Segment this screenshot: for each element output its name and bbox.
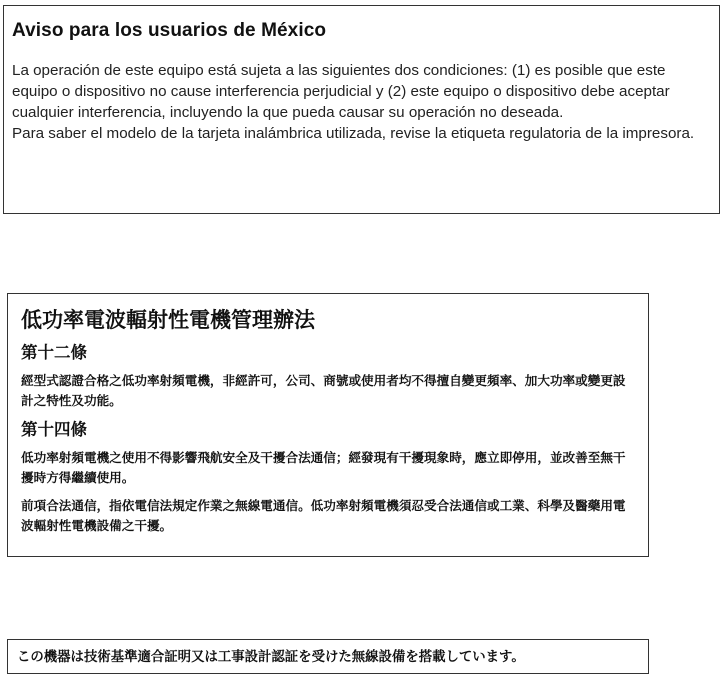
taiwan-notice-title: 低功率電波輻射性電機管理辦法	[21, 309, 315, 332]
mexico-notice-paragraph: La operación de este equipo está sujeta a las siguientes dos condiciones: (1) es posible que este equipo o dispositivo no cause interferencia perjudicial y (2) este equipo o dispositivo debe aceptar cualquier interferencia, incluyendo la que pueda causar su operación no deseada.	[12, 62, 670, 121]
article-14-text-1: 低功率射頻電機之使用不得影響飛航安全及干擾合法通信；經發現有干擾現象時，應立即停用，並改善至無干擾時方得繼續使用。	[21, 451, 626, 485]
article-12-heading: 第十二條	[21, 344, 87, 362]
mexico-notice-title: Aviso para los usuarios de México	[12, 20, 327, 41]
mexico-notice-box	[3, 5, 720, 214]
japan-notice-box	[7, 639, 649, 674]
mexico-notice-paragraph-2: Para saber el modelo de la tarjeta inalámbrica utilizada, revise la etiqueta regulatoria de la impresora.	[12, 125, 695, 142]
japan-notice-text: この機器は技術基準適合証明又は工事設計認証を受けた無線設備を搭載しています。	[17, 649, 525, 664]
article-14-heading: 第十四條	[21, 421, 87, 439]
taiwan-notice-box	[7, 293, 649, 557]
article-14-text-2: 前項合法通信，指依電信法規定作業之無線電通信。低功率射頻電機須忍受合法通信或工業、科學及醫藥用電波輻射性電機設備之干擾。	[21, 499, 626, 533]
article-12-text: 經型式認證合格之低功率射頻電機，非經許可，公司、商號或使用者均不得擅自變更頻率、加大功率或變更設計之特性及功能。	[21, 374, 626, 408]
